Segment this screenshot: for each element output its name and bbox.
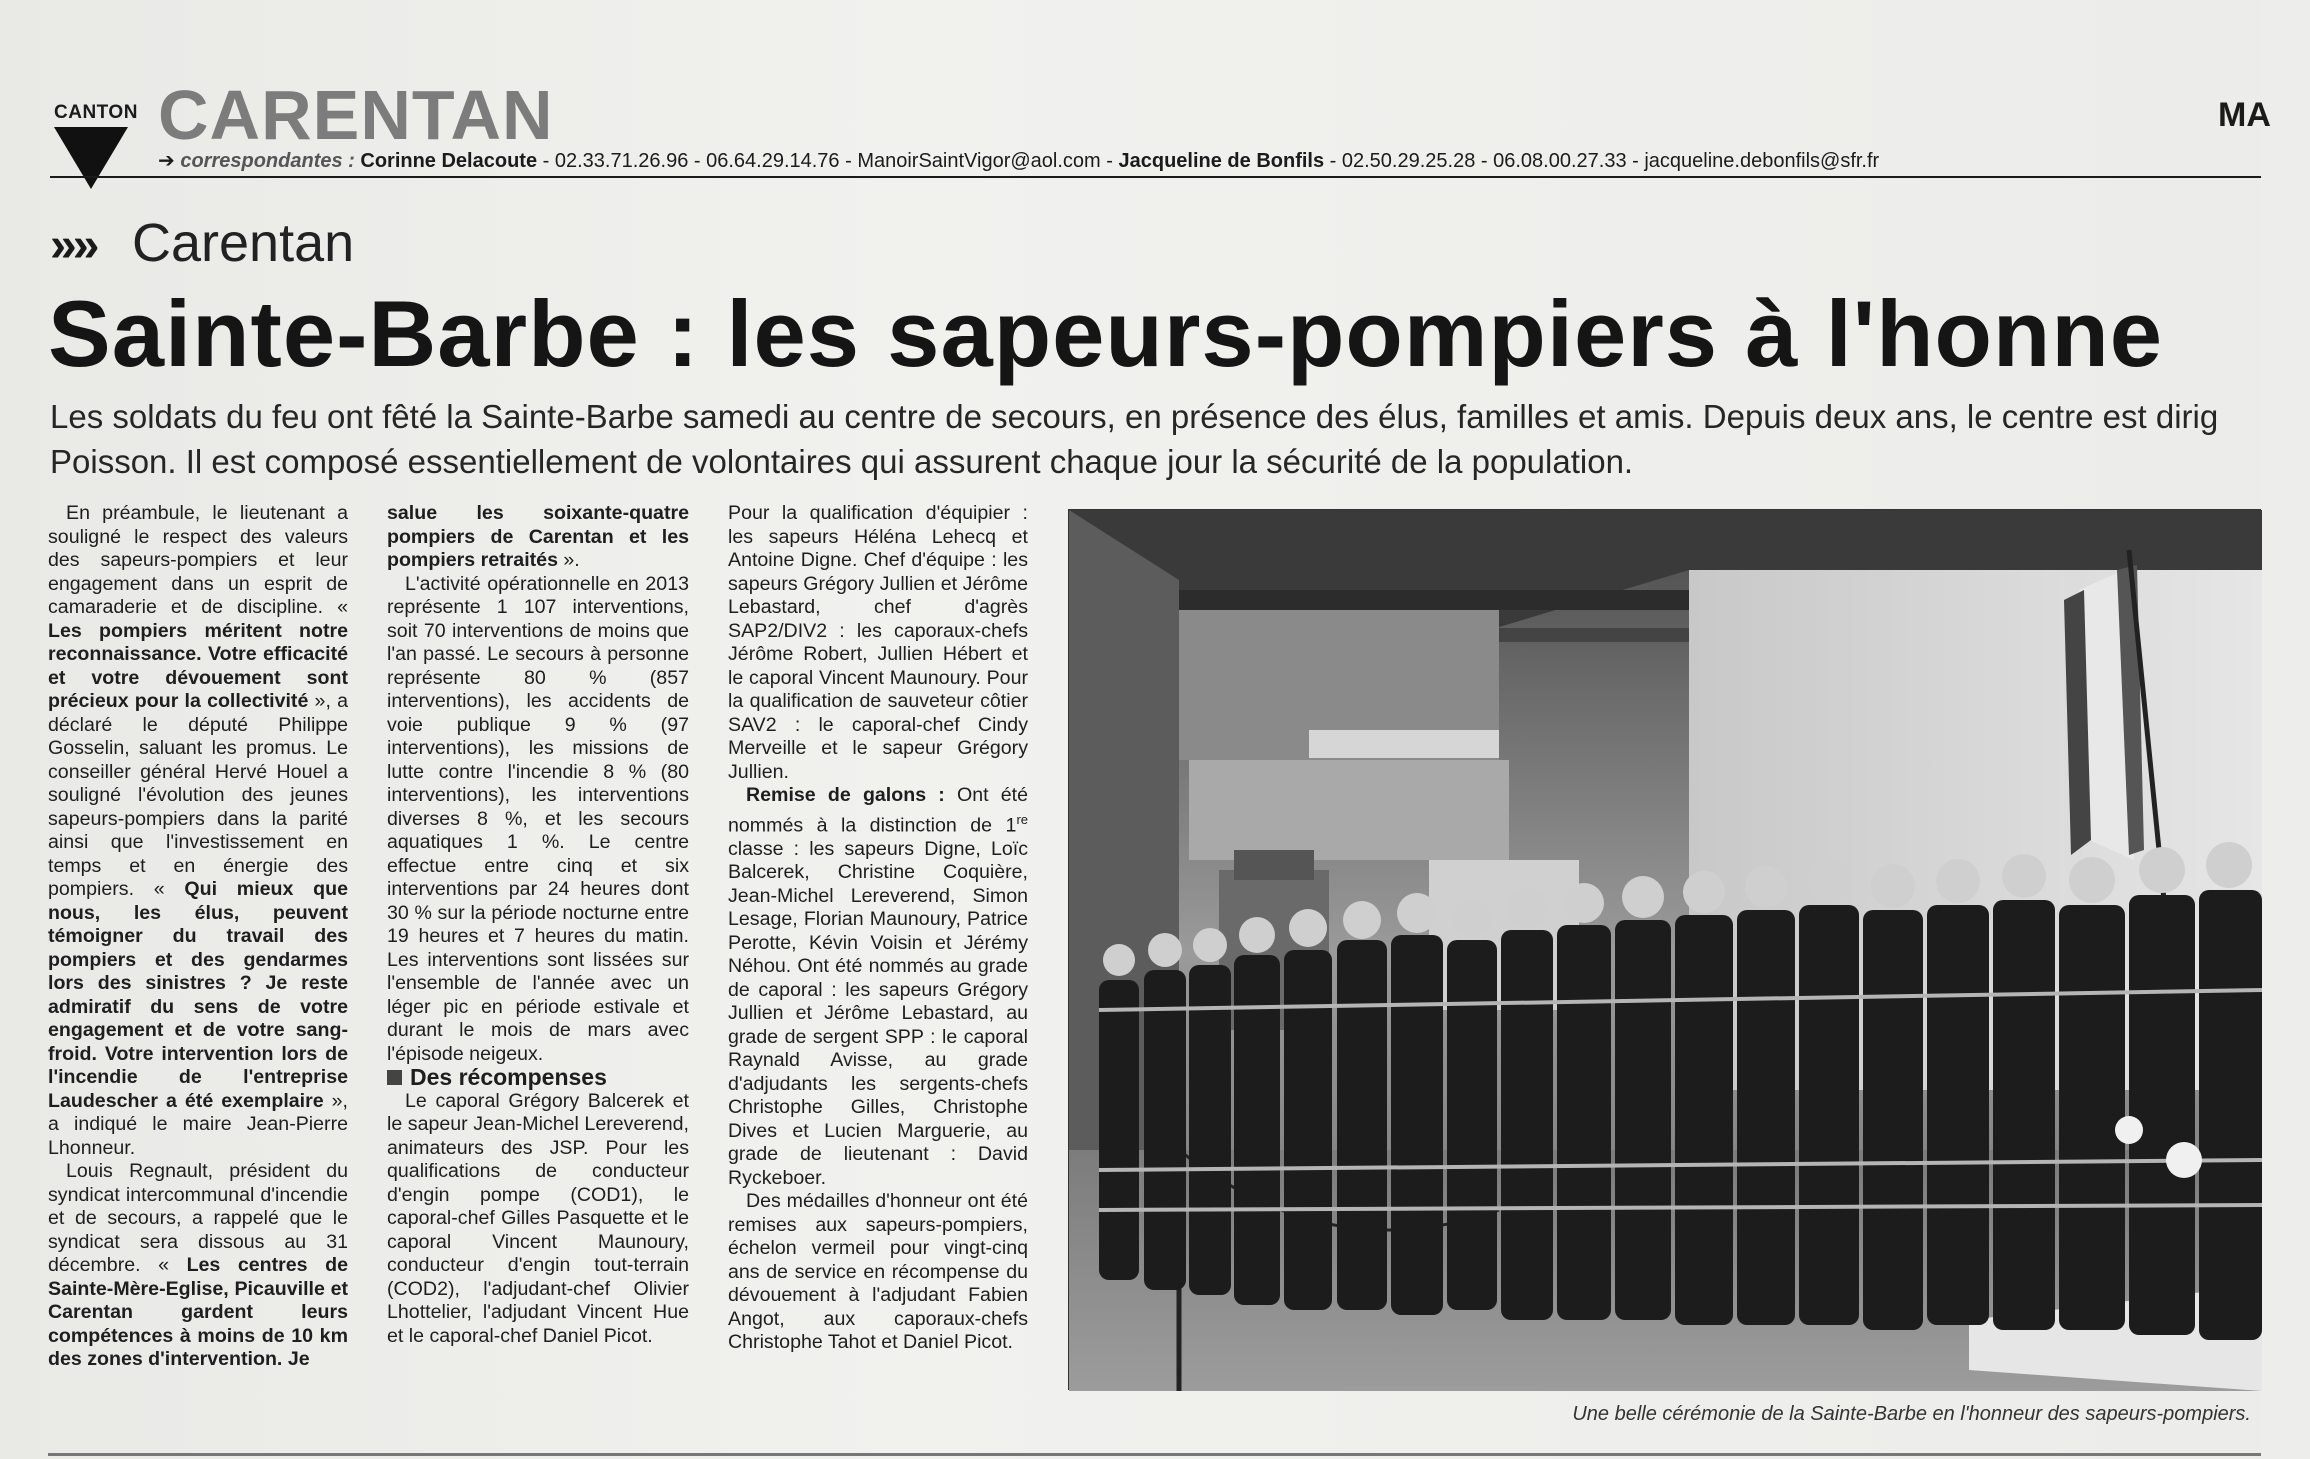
text-run: », a déclaré le député Philippe Gosselin, saluant les promus. Le conseiller général Hervé Houel a souligné l'évolution des jeunes sapeurs-pompiers dans la parité ainsi que l'investissement en temps et en énergie des pompiers. « xyxy=(48,690,348,900)
paragraph: Le caporal Grégory Balcerek et le sapeur Jean-Michel Lereverend, animateurs des JSP. Pour les qualifications de conducteur d'engin pompe (COD1), le caporal-chef Gilles Pasquette et le caporal Vincent Maunoury, conducteur d'engin tout-terrain (COD2), l'adjudant-chef Olivier Lhottelier, l'adjudant Vincent Hue et le caporal-chef Daniel Picot. xyxy=(387,1089,689,1347)
header-rule xyxy=(50,176,2261,178)
paragraph xyxy=(48,1160,348,1372)
bottom-rule xyxy=(48,1453,2261,1456)
correspondent-name-2: Jacqueline de Bonfils xyxy=(1118,150,1325,172)
text-run: Louis Regnault, président du syndicat intercommunal d'incendie et de secours, a rappelé que le syndicat sera dissous au 31 décembre. « xyxy=(48,1160,348,1276)
paragraph xyxy=(48,502,348,1160)
quote-bold: Qui mieux que nous, les élus, peuvent témoigner du travail des pompiers et des gendarmes lors des sinistres ? Je reste admiratif du sens de votre engagement et de votre sang-froid. Votre intervention lors de l'incendie de l'entreprise Laudescher a été exemplaire xyxy=(48,878,348,1112)
correspondent-name-1: Corinne Delacoute xyxy=(360,150,538,172)
correspondent-contact-2: - 02.50.29.25.28 - 06.08.00.27.33 - jacqueline.debonfils@sfr.fr xyxy=(1329,150,1880,172)
paragraph xyxy=(728,784,1028,1190)
canton-label: CANTON xyxy=(54,102,138,123)
paragraph: Des médailles d'honneur ont été remises aux sapeurs-pompiers, échelon vermeil pour vingt-cinq ans de service en récompense du dévouement à l'adjudant Fabien Angot, aux caporaux-chefs Christophe Tahot et Daniel Picot. xyxy=(728,1190,1028,1354)
article-column-1 xyxy=(48,502,348,1372)
standfirst-line-1: Les soldats du feu ont fêté la Sainte-Barbe samedi au centre de secours, en présence des élus, familles et amis. Depuis deux ans, le centre est dirig xyxy=(50,398,2219,435)
quote-bold: Les centres de Sainte-Mère-Eglise, Picauville et Carentan gardent leurs compétences à moins de 10 km des zones d'intervention. Je xyxy=(48,1254,348,1370)
kicker-chevrons-icon: »» xyxy=(50,219,96,272)
text-run: Ont été nommés à la distinction de 1 xyxy=(728,784,1028,837)
ceremony-photo xyxy=(1068,509,2261,1390)
standfirst xyxy=(50,394,2310,484)
article-column-2 xyxy=(387,502,689,1348)
text-run: En préambule, le lieutenant a souligné le respect des valeurs des sapeurs-pompiers et leur engagement dans un esprit de camaraderie et de discipline. « xyxy=(48,502,348,618)
paragraph: Pour la qualification d'équipier : les sapeurs Héléna Lehecq et Antoine Digne. Chef d'équipe : les sapeurs Grégory Jullien et Jérôme Lebastard, chef d'agrès SAP2/DIV2 : les caporaux-chefs Jérôme Robert, Jullien Hébert et le caporal Vincent Maunoury. Pour la qualification de sauveteur côtier SAV2 : le caporal-chef Cindy Merveille et le sapeur Grégory Jullien. xyxy=(728,502,1028,783)
correspondents-label: correspondantes : xyxy=(180,150,355,172)
text-run: classe : les sapeurs Digne, Loïc Balcerek, Christine Coquière, Jean-Michel Lereverend, Simon Lesage, Florian Maunoury, Patrice Perotte, Kévin Voisin et Jérémy Néhou. Ont été nommés au grade de caporal : les sapeurs Grégory Jullien et Jérôme Lebastard, au grade de sergent SPP : le caporal Raynald Avisse, au grade d'adjudants les sergents-chefs Christophe Gilles, Christophe Dives et Lucien Marguerie, au grade de lieutenant : David Ryckeboer. xyxy=(728,837,1028,1189)
photo-caption: Une belle cérémonie de la Sainte-Barbe en l'honneur des sapeurs-pompiers. xyxy=(1572,1403,2251,1425)
article-column-3 xyxy=(728,502,1028,1355)
text-run: », a indiqué le maire Jean-Pierre Lhonneur. xyxy=(48,1089,348,1159)
correspondent-contact-1: - 02.33.71.26.96 - 06.64.29.14.76 - ManoirSaintVigor@aol.com - xyxy=(542,150,1113,172)
paragraph: L'activité opérationnelle en 2013 représente 1 107 interventions, soit 70 interventions de moins que l'an passé. Le secours à personne représente 80 % (857 interventions), les accidents de voie publique 9 % (97 interventions), les missions de lutte contre l'incendie 8 % (80 interventions), les interventions diverses 8 %, et les secours aquatiques 1 %. Le centre effectue entre cinq et six interventions par 24 heures dont 30 % sur la période nocturne entre 19 heures et 7 heures du matin. Les interventions sont lissées sur l'ensemble de l'année avec un léger pic en période estivale et durant le mois de mars avec l'épisode neigeux. xyxy=(387,572,689,1065)
canton-triangle-icon xyxy=(54,127,128,189)
text-run: ». xyxy=(557,549,580,571)
quote-bold: Les pompiers méritent notre reconnaissance. Votre efficacité et votre dévouement sont précieux pour la collectivité xyxy=(48,619,348,712)
headline: Sainte-Barbe : les sapeurs-pompiers à l'honne xyxy=(48,281,2164,386)
paragraph xyxy=(387,502,689,573)
quote-bold: salue les soixante-quatre pompiers de Carentan et les pompiers retraités xyxy=(387,502,689,571)
edge-text: MA xyxy=(2218,96,2271,134)
arrow-icon: ➔ xyxy=(158,150,175,172)
standfirst-line-2: Poisson. Il est composé essentiellement de volontaires qui assurent chaque jour la sécurité de la population. xyxy=(50,443,1634,480)
superscript: re xyxy=(1016,811,1028,827)
subheading xyxy=(387,1066,689,1090)
square-bullet-icon xyxy=(387,1070,402,1085)
kicker: Carentan xyxy=(132,213,355,273)
town-name: CARENTAN xyxy=(158,76,554,154)
lead-in-bold: Remise de galons : xyxy=(746,784,945,806)
correspondents-line xyxy=(158,148,1879,173)
subheading-text: Des récompenses xyxy=(410,1064,607,1090)
